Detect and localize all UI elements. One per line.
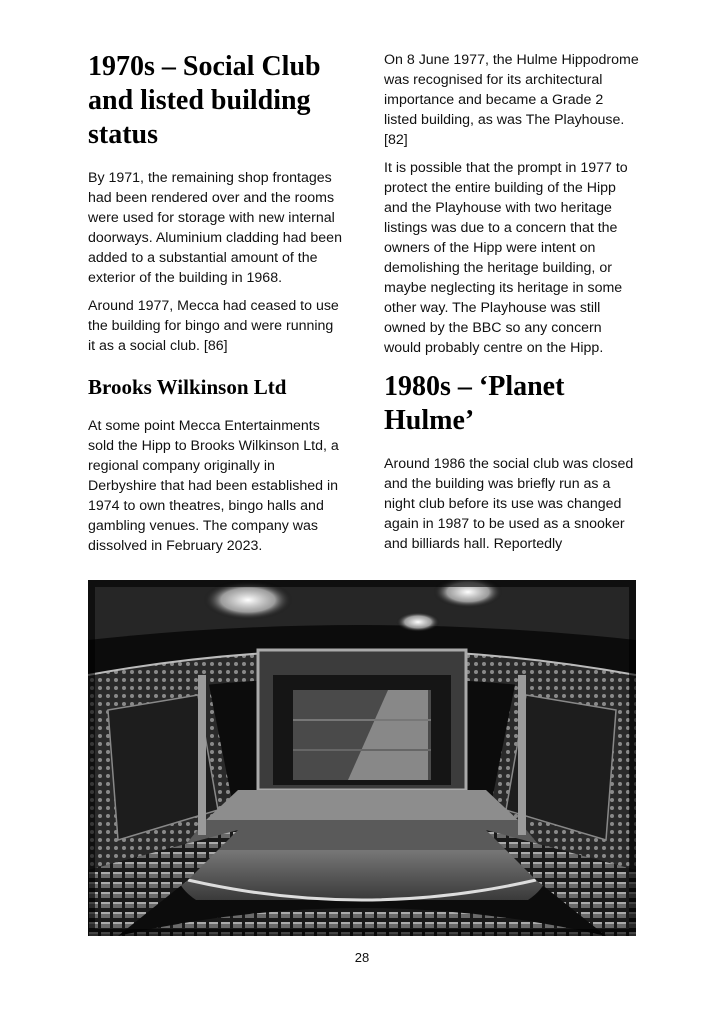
page-number: 28 xyxy=(354,950,370,965)
theatre-interior-photo xyxy=(88,580,636,936)
heading-1970s: 1970s – Social Club and listed building status xyxy=(88,51,321,150)
heading-1980s: 1980s – ‘Planet Hulme’ xyxy=(384,371,565,436)
left-column xyxy=(88,50,344,564)
paragraph-brooks-wilkinson: At some point Mecca Entertainments sold the Hipp to Brooks Wilkinson Ltd, a regional company originally in Derbyshire that had been established in 1974 to own theatres, bingo halls and gambling venues. The company was dissolved in February 2023. xyxy=(88,418,339,554)
paragraph-prompt: It is possible that the prompt in 1977 to protect the entire building of the Hipp and the Playhouse with two heritage listings was due to a concern that the owners of the Hipp were intent on demolishing the heritage building, or maybe neglecting its heritage in some other way. The Playhouse was still owned by the BBC so any concern would probably centre on the Hipp. xyxy=(384,160,628,356)
paragraph-1977: Around 1977, Mecca had ceased to use the building for bingo and were running it as a social club. [86] xyxy=(88,298,339,354)
paragraph-1971: By 1971, the remaining shop frontages had been rendered over and the rooms were used for storage with new internal doorways. Aluminium cladding had been added to a substantial amount of the exterior of the building in 1968. xyxy=(88,170,342,286)
heading-brooks-wilkinson: Brooks Wilkinson Ltd xyxy=(88,375,287,399)
right-column xyxy=(384,50,640,562)
paragraph-1986: Around 1986 the social club was closed and the building was briefly run as a night club before its use was changed again in 1987 to be used as a snooker and billiards hall. Reportedly xyxy=(384,456,634,552)
paragraph-listing: On 8 June 1977, the Hulme Hippodrome was recognised for its architectural importance and became a Grade 2 listed building, as was The Playhouse. [82] xyxy=(384,52,639,148)
